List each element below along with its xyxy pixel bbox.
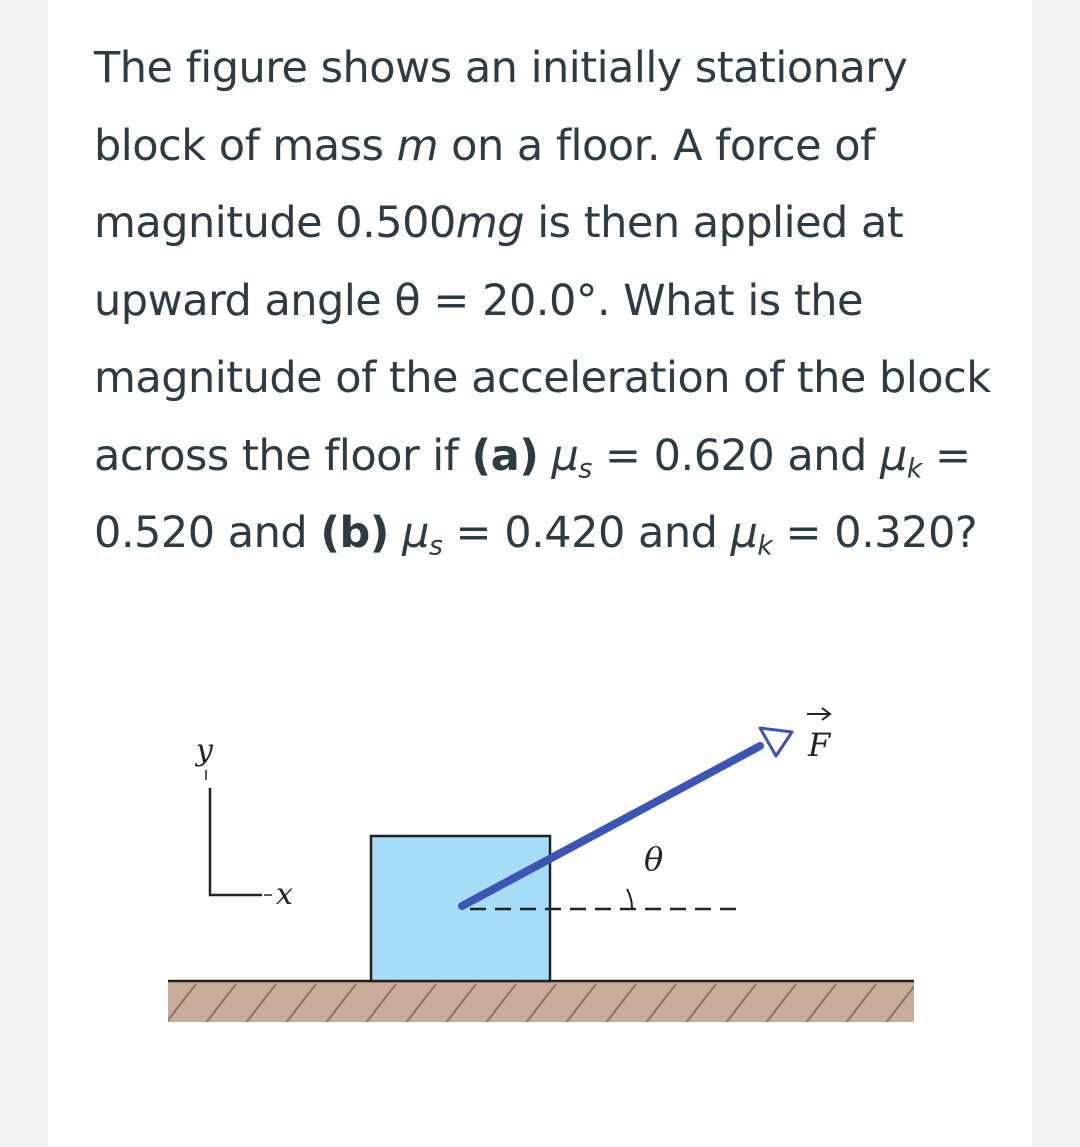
subscript-s: s bbox=[578, 452, 592, 484]
angle-arc bbox=[627, 889, 632, 909]
subscript-k: k bbox=[757, 530, 773, 562]
mu-symbol: μ bbox=[551, 430, 579, 481]
subscript-k: k bbox=[906, 452, 922, 484]
mu-symbol: μ bbox=[730, 508, 758, 558]
text-run: = 0.420 and bbox=[442, 508, 731, 558]
text-run: on a floor. A force of magnitude 0.500 bbox=[94, 120, 875, 248]
mu-symbol: μ bbox=[402, 508, 429, 558]
text-run: = 0.320? bbox=[772, 508, 978, 558]
angle-theta-label: θ bbox=[644, 840, 664, 878]
force-arrow-shaft bbox=[462, 746, 760, 906]
text-run: = 0.620 and bbox=[591, 430, 880, 481]
force-arrow-head bbox=[760, 728, 792, 756]
mass-variable: m bbox=[396, 120, 438, 171]
axis-y-label: y bbox=[196, 733, 213, 768]
floor bbox=[165, 981, 916, 1024]
text-run: = 0.520 and bbox=[94, 430, 971, 558]
text-run: is then applied at upward angle θ = 20.0°. What is the magnitude of the acceleration of the block across the floor if bbox=[94, 198, 991, 481]
mu-symbol: μ bbox=[880, 430, 907, 481]
axis-x-label: x bbox=[276, 877, 293, 912]
text-run: The figure shows an initially stationary block of mass bbox=[94, 43, 908, 171]
subscript-s: s bbox=[428, 530, 443, 562]
part-a-label: (a) bbox=[471, 430, 539, 481]
force-f-label: F bbox=[808, 726, 831, 764]
part-b-label: (b) bbox=[320, 508, 389, 558]
vector-arrow-icon bbox=[807, 708, 830, 720]
force-variable: mg bbox=[455, 198, 525, 248]
